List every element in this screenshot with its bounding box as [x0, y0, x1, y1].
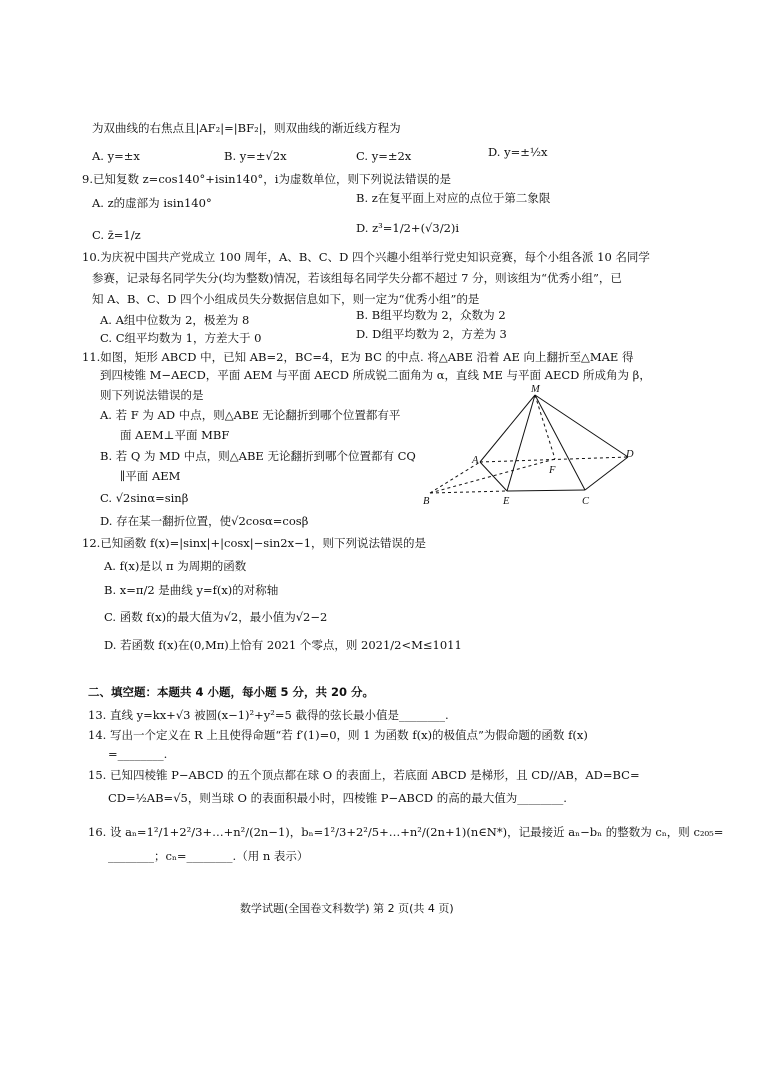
- q10-line-2: 参赛，记录每名同学失分(均为整数)情况，若该组每名同学失分都不超过 7 分，则该组为“优秀小组”，已: [92, 271, 622, 285]
- q9-option-a: A. z的虚部为 isin140°: [92, 196, 212, 210]
- edge-BE: [430, 491, 507, 493]
- edge-MA: [480, 395, 535, 462]
- edge-ME: [507, 395, 535, 491]
- q10-option-c: C. C组平均数为 1，方差大于 0: [100, 331, 262, 345]
- q8-tail: 为双曲线的右焦点且|AF₂|=|BF₂|，则双曲线的渐近线方程为: [92, 121, 401, 135]
- q9-option-b: B. z在复平面上对应的点位于第二象限: [356, 191, 551, 205]
- pyramid-figure: [420, 380, 640, 510]
- q15-line-1: 15. 已知四棱锥 P−ABCD 的五个顶点都在球 O 的表面上，若底面 ABCD 是梯形，且 CD//AB，AD=BC=: [88, 768, 640, 782]
- label-E: E: [503, 496, 510, 507]
- q10-line-1: 10.为庆祝中国共产党成立 100 周年，A、B、C、D 四个兴趣小组举行党史知识竞赛，每个小组各派 10 名同学: [82, 250, 650, 264]
- label-B: B: [423, 496, 430, 507]
- q9-option-c: C. z̄=1/z: [92, 228, 141, 242]
- q11-option-b: B. 若 Q 为 MD 中点，则△ABE 无论翻折到哪个位置都有 CQ: [100, 449, 416, 463]
- q14-line-1: 14. 写出一个定义在 R 上且使得命题“若 f′(1)=0，则 1 为函数 f(x)的极值点”为假命题的函数 f(x): [88, 728, 588, 742]
- q12-option-a: A. f(x)是以 π 为周期的函数: [104, 559, 247, 573]
- q11-option-b-cont: ∥平面 AEM: [120, 469, 181, 483]
- q12-option-c: C. 函数 f(x)的最大值为√2，最小值为√2−2: [104, 610, 328, 624]
- page-footer: 数学试题(全国卷文科数学) 第 2 页(共 4 页): [240, 902, 454, 915]
- q12-option-d: D. 若函数 f(x)在(0,Mπ)上恰有 2021 个零点，则 2021/2<M≤1011: [104, 638, 462, 652]
- label-M: M: [531, 384, 540, 395]
- q15-line-2: CD=½AB=√5，则当球 O 的表面积最小时，四棱锥 P−ABCD 的高的最大值为________.: [108, 791, 567, 805]
- q16-line-2: ________；cₙ=________.（用 n 表示）: [108, 849, 309, 863]
- q11-line-1: 11.如图，矩形 ABCD 中，已知 AB=2，BC=4，E为 BC 的中点. 将△ABE 沿着 AE 向上翻折至△MAE 得: [82, 350, 634, 364]
- edge-BA: [430, 462, 480, 493]
- q16-line-1: 16. 设 aₙ=1²/1+2²/3+…+n²/(2n−1)，bₙ=1²/3+2²/5+…+n²/(2n+1)(n∈N*)，记最接近 aₙ−bₙ 的整数为 cₙ，则 c₂₀₅=: [88, 825, 724, 839]
- label-C: C: [582, 496, 590, 507]
- section-2-heading: 二、填空题：本题共 4 小题，每小题 5 分，共 20 分。: [88, 685, 375, 699]
- q10-line-3: 知 A、B、C、D 四个小组成员失分数据信息如下，则一定为“优秀小组”的是: [92, 292, 480, 306]
- q11-option-a-cont: 面 AEM⊥平面 MBF: [120, 428, 230, 442]
- q14-line-2: =________.: [108, 747, 168, 761]
- q9-option-d: D. z³=1/2+(√3/2)i: [356, 221, 460, 235]
- q12-stem: 12.已知函数 f(x)=|sinx|+|cosx|−sin2x−1，则下列说法错误的是: [82, 536, 427, 550]
- q10-option-d: D. D组平均数为 2，方差为 3: [356, 327, 507, 341]
- q11-line-3: 则下列说法错误的是: [100, 388, 204, 402]
- q11-line-2: 到四棱锥 M−AECD，平面 AEM 与平面 AECD 所成锐二面角为 α，直线 ME 与平面 AECD 所成角为 β，: [100, 368, 651, 382]
- q12-option-b: B. x=π/2 是曲线 y=f(x)的对称轴: [104, 583, 279, 597]
- label-D: D: [626, 449, 634, 460]
- q8-option-b: B. y=±√2x: [224, 149, 287, 163]
- edge-MC: [535, 395, 585, 490]
- q8-option-c: C. y=±2x: [356, 149, 412, 163]
- q11-option-d: D. 存在某一翻折位置，使√2cosα=cosβ: [100, 514, 309, 528]
- q10-option-b: B. B组平均数为 2，众数为 2: [356, 308, 506, 322]
- label-F: F: [549, 465, 556, 476]
- edge-AE: [480, 462, 507, 491]
- q8-option-d: D. y=±½x: [488, 145, 548, 159]
- edge-MD: [535, 395, 628, 457]
- q11-option-a: A. 若 F 为 AD 中点，则△ABE 无论翻折到哪个位置都有平: [100, 408, 401, 422]
- edge-CD: [585, 457, 628, 490]
- edge-EC: [507, 490, 585, 491]
- q9-stem: 9.已知复数 z=cos140°+isin140°，i为虚数单位，则下列说法错误的是: [82, 172, 451, 186]
- q13: 13. 直线 y=kx+√3 被圆(x−1)²+y²=5 截得的弦长最小值是________.: [88, 708, 449, 722]
- label-A: A: [472, 455, 479, 466]
- q10-option-a: A. A组中位数为 2，极差为 8: [100, 313, 250, 327]
- q8-option-a: A. y=±x: [92, 149, 140, 163]
- q11-option-c: C. √2sinα=sinβ: [100, 491, 189, 505]
